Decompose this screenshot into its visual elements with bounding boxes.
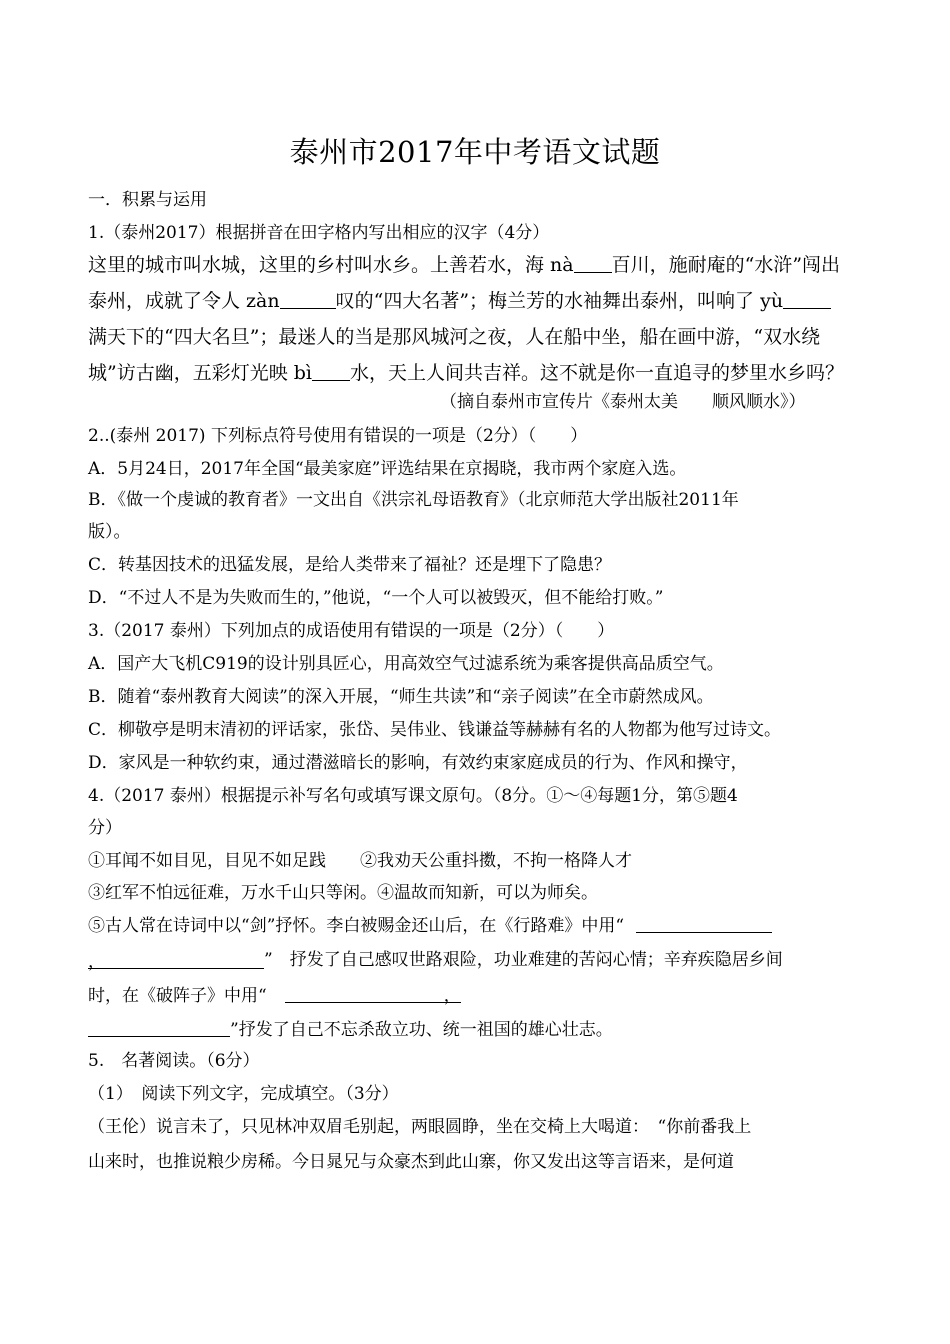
- option-d: D．“不过人不是为失败而生的，”他说，“一个人可以被毁灭，但不能给打败。”: [88, 588, 664, 608]
- question-1-text-line: 泰州，成就了令人 zàn 叹的“四大名著”；梅兰芳的水袖舞出泰州，叫响了 yù: [88, 289, 831, 313]
- question-5-prompt: 5. 名著阅读。（6分）: [88, 1051, 260, 1071]
- option-c: C．柳敬亭是明末清初的评话家，张岱、吴伟业、钱谦益等赫赫有名的人物都为他写过诗文。: [88, 720, 782, 740]
- question-1-text-line: 满天下的“四大名旦”；最迷人的当是那风城河之夜，人在船中坐，船在画中游，“双水绕: [88, 326, 821, 348]
- question-2-prompt: 2..(泰州 2017) 下列标点符号使用有错误的一项是（2分）（ ）: [88, 426, 588, 446]
- option-d: D．家风是一种软约束，通过潜滋暗长的影响，有效约束家庭成员的行为、作风和操守，: [88, 753, 748, 773]
- question-4-prompt-continued: 分）: [88, 818, 122, 838]
- answer-blank[interactable]: [88, 1018, 230, 1037]
- question-1-text-line: 城”访古幽，五彩灯光映 bì 水，天上人间共吉祥。这不就是你一直追寻的梦里水乡吗？: [88, 362, 845, 384]
- quote-line: 时，在《破阵子》中用“ ，: [88, 986, 461, 1006]
- source-citation: （摘自泰州市宣传片《泰州太美 顺风顺水》）: [440, 392, 806, 412]
- option-b: B．随着“泰州教育大阅读”的深入开展，“师生共读”和“亲子阅读”在全市蔚然成风。: [88, 687, 714, 707]
- quote-line: ”抒发了自己不忘杀敌立功、统一祖国的雄心壮志。: [88, 1018, 613, 1042]
- question-5-subprompt: （1） 阅读下列文字，完成填空。（3分）: [88, 1084, 399, 1104]
- quote-line: ， ” 抒发了自己感叹世路艰险，功业难建的苦闷心情；辛弃疾隐居乡间: [88, 950, 783, 972]
- question-1-prompt: 1.（泰州2017）根据拼音在田字格内写出相应的汉字（4分）: [88, 223, 550, 243]
- option-b: B．《做一个虔诚的教育者》一文出自《洪宗礼母语教育》（北京师范大学出版社2011年: [88, 490, 739, 510]
- answer-blank[interactable]: [312, 362, 350, 381]
- answer-blank[interactable]: [636, 914, 772, 933]
- quote-line: ③红军不怕远征难，万水千山只等闲。④温故而知新，可以为师矣。: [88, 883, 598, 903]
- option-a: A．5月24日，2017年全国“最美家庭”评选结果在京揭晓，我市两个家庭入选。: [88, 459, 687, 479]
- answer-blank[interactable]: ，: [285, 984, 461, 1003]
- reading-passage-line: （王伦）说言未了，只见林冲双眉毛别起，两眼圆睁，坐在交椅上大喝道： “你前番我上: [88, 1117, 752, 1137]
- quote-line: ①耳闻不如目见，目见不如足践 ②我劝天公重抖擞，不拘一格降人才: [88, 851, 632, 871]
- answer-blank[interactable]: [280, 290, 336, 309]
- question-4-prompt: 4.（2017 泰州）根据提示补写名句或填写课文原句。（8分。①～④每题1分，第⑤题4: [88, 786, 738, 806]
- page-title: 泰州市2017年中考语文试题: [289, 135, 661, 169]
- question-1-text-line: 这里的城市叫水城，这里的乡村叫水乡。上善若水，海 nà 百川，施耐庵的“水浒”闯出: [88, 254, 841, 276]
- section-heading: 一．积累与运用: [88, 190, 207, 210]
- question-3-prompt: 3.（2017 泰州）下列加点的成语使用有错误的一项是（2分）（ ）: [88, 621, 615, 641]
- option-c: C．转基因技术的迅猛发展，是给人类带来了福祉？还是埋下了隐患？: [88, 555, 612, 575]
- option-a: A．国产大飞机C919的设计别具匠心，用高效空气过滤系统为乘客提供高品质空气。: [88, 654, 724, 674]
- answer-blank[interactable]: [783, 290, 831, 309]
- quote-line: ⑤古人常在诗词中以“剑”抒怀。李白被赐金还山后，在《行路难》中用“: [88, 914, 772, 938]
- reading-passage-line: 山来时，也推说粮少房稀。今日晁兄与众豪杰到此山寨，你又发出这等言语来，是何道: [88, 1152, 734, 1172]
- answer-blank[interactable]: ，: [88, 950, 264, 969]
- answer-blank[interactable]: [574, 254, 612, 273]
- option-b-continued: 版）。: [88, 522, 131, 542]
